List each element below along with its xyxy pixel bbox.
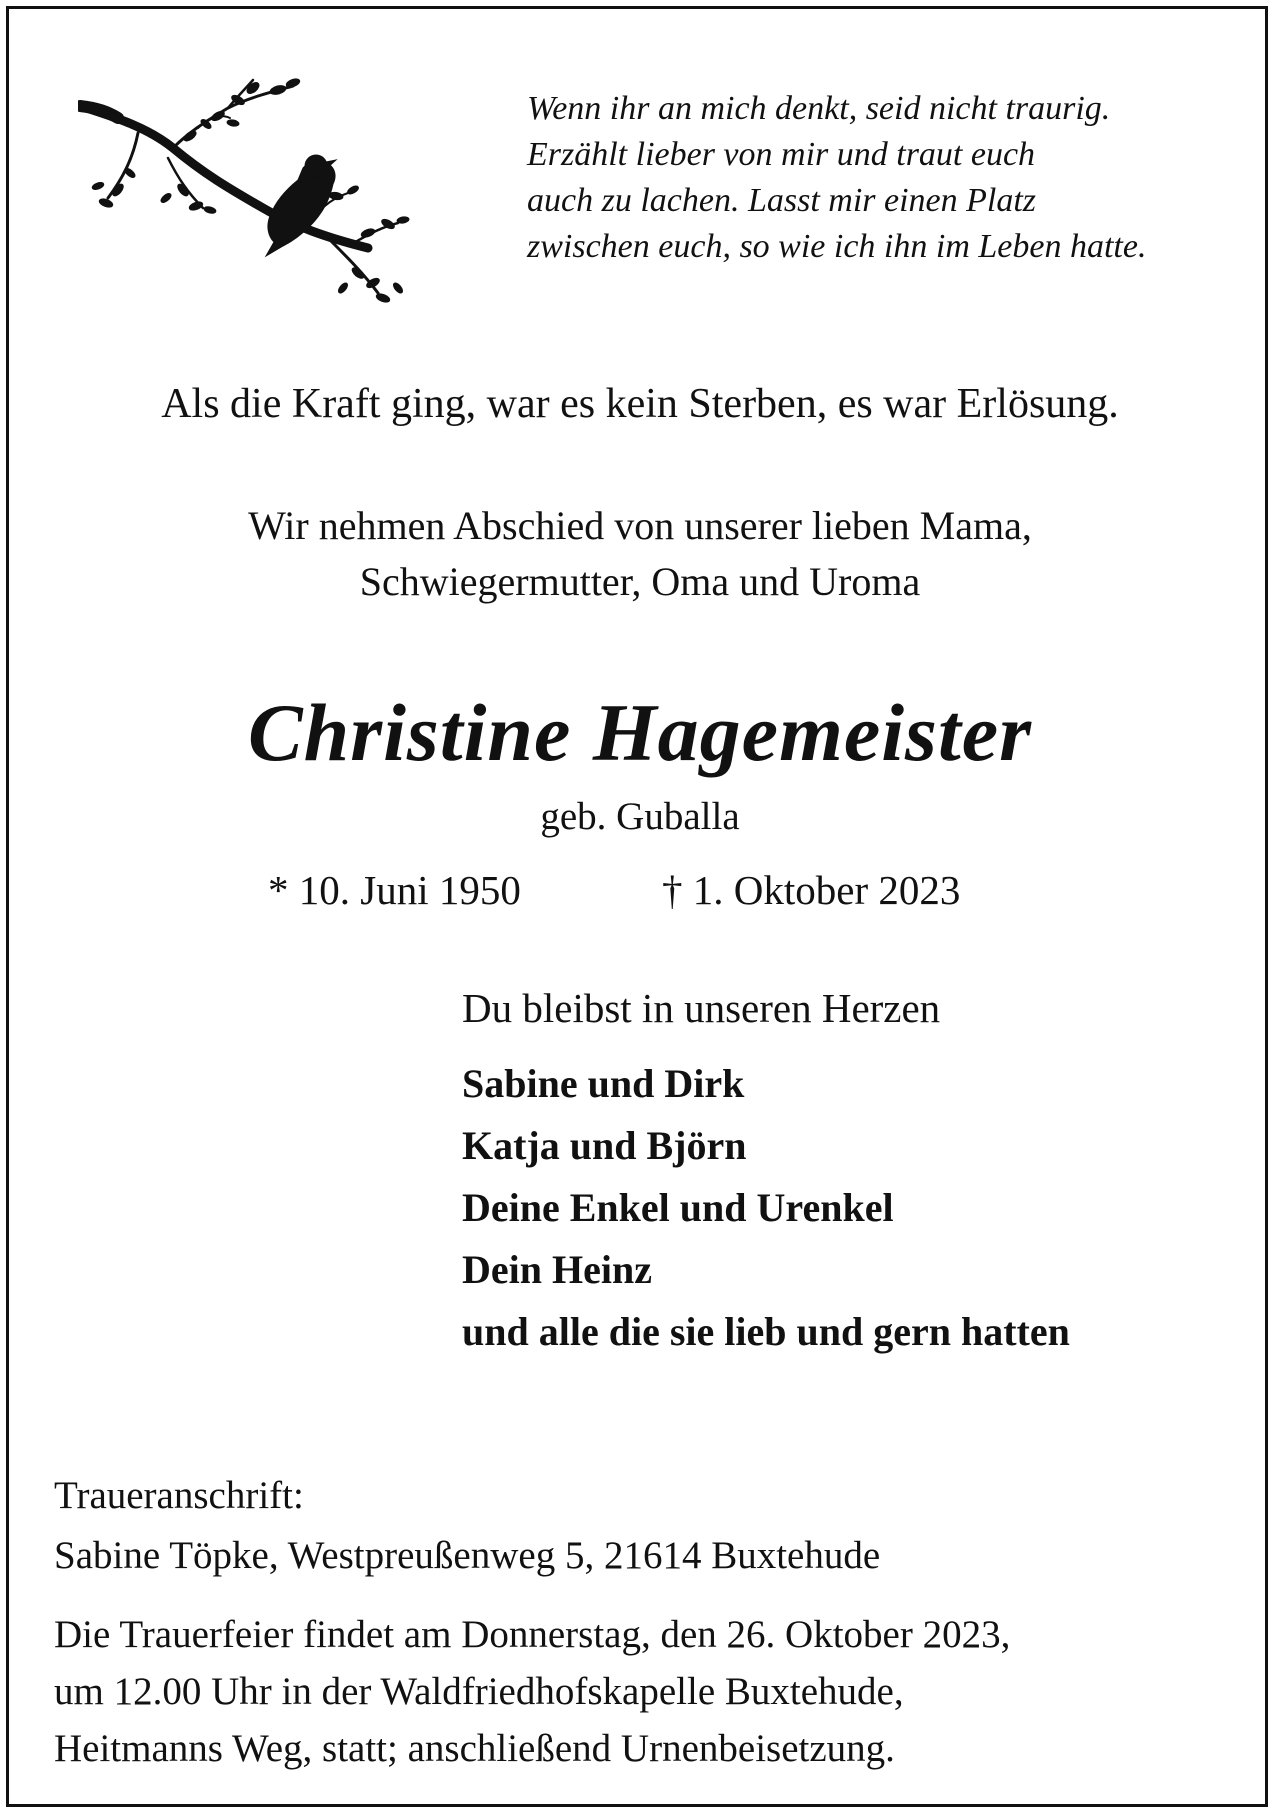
mourner: und alle die sie lieb und gern hatten <box>462 1309 1070 1354</box>
deceased-name: Christine Hagemeister <box>247 687 1033 778</box>
intro-text <box>0 498 1280 610</box>
mourners-list <box>462 1053 1070 1363</box>
mourner: Katja und Björn <box>462 1123 747 1168</box>
birth-date: * 10. Juni 1950 <box>268 867 521 913</box>
mourning-address <box>54 1466 880 1586</box>
address-value: Sabine Töpke, Westpreußenweg 5, 21614 Buxtehude <box>54 1534 881 1577</box>
quote-line: auch zu lachen. Lasst mir einen Platz <box>527 182 1037 219</box>
bird-on-branch-icon <box>78 78 423 308</box>
birth-name: geb. Guballa <box>540 795 740 838</box>
mourner: Dein Heinz <box>462 1247 652 1292</box>
mourner: Deine Enkel und Urenkel <box>462 1185 894 1230</box>
quote-line: zwischen euch, so wie ich ihn im Leben hatte. <box>527 228 1147 265</box>
service-line: Heitmanns Weg, statt; anschließend Urnenbeisetzung. <box>54 1727 895 1770</box>
quote-line: Wenn ihr an mich denkt, seid nicht traurig. <box>527 90 1111 127</box>
service-line: Die Trauerfeier findet am Donnerstag, den 26. Oktober 2023, <box>54 1613 1011 1656</box>
service-line: um 12.00 Uhr in der Waldfriedhofskapelle Buxtehude, <box>54 1670 904 1713</box>
address-label: Traueranschrift: <box>54 1474 304 1517</box>
motto: Als die Kraft ging, war es kein Sterben, es war Erlösung. <box>161 381 1119 427</box>
intro-line: Wir nehmen Abschied von unserer lieben Mama, <box>248 503 1032 548</box>
closing-line: Du bleibst in unseren Herzen <box>462 985 941 1031</box>
death-date: † 1. Oktober 2023 <box>662 867 961 913</box>
quote-block <box>527 86 1146 270</box>
service-info <box>54 1606 1010 1777</box>
quote-line: Erzählt lieber von mir und traut euch <box>527 136 1036 173</box>
mourner: Sabine und Dirk <box>462 1061 745 1106</box>
intro-line: Schwiegermutter, Oma und Uroma <box>359 559 921 604</box>
